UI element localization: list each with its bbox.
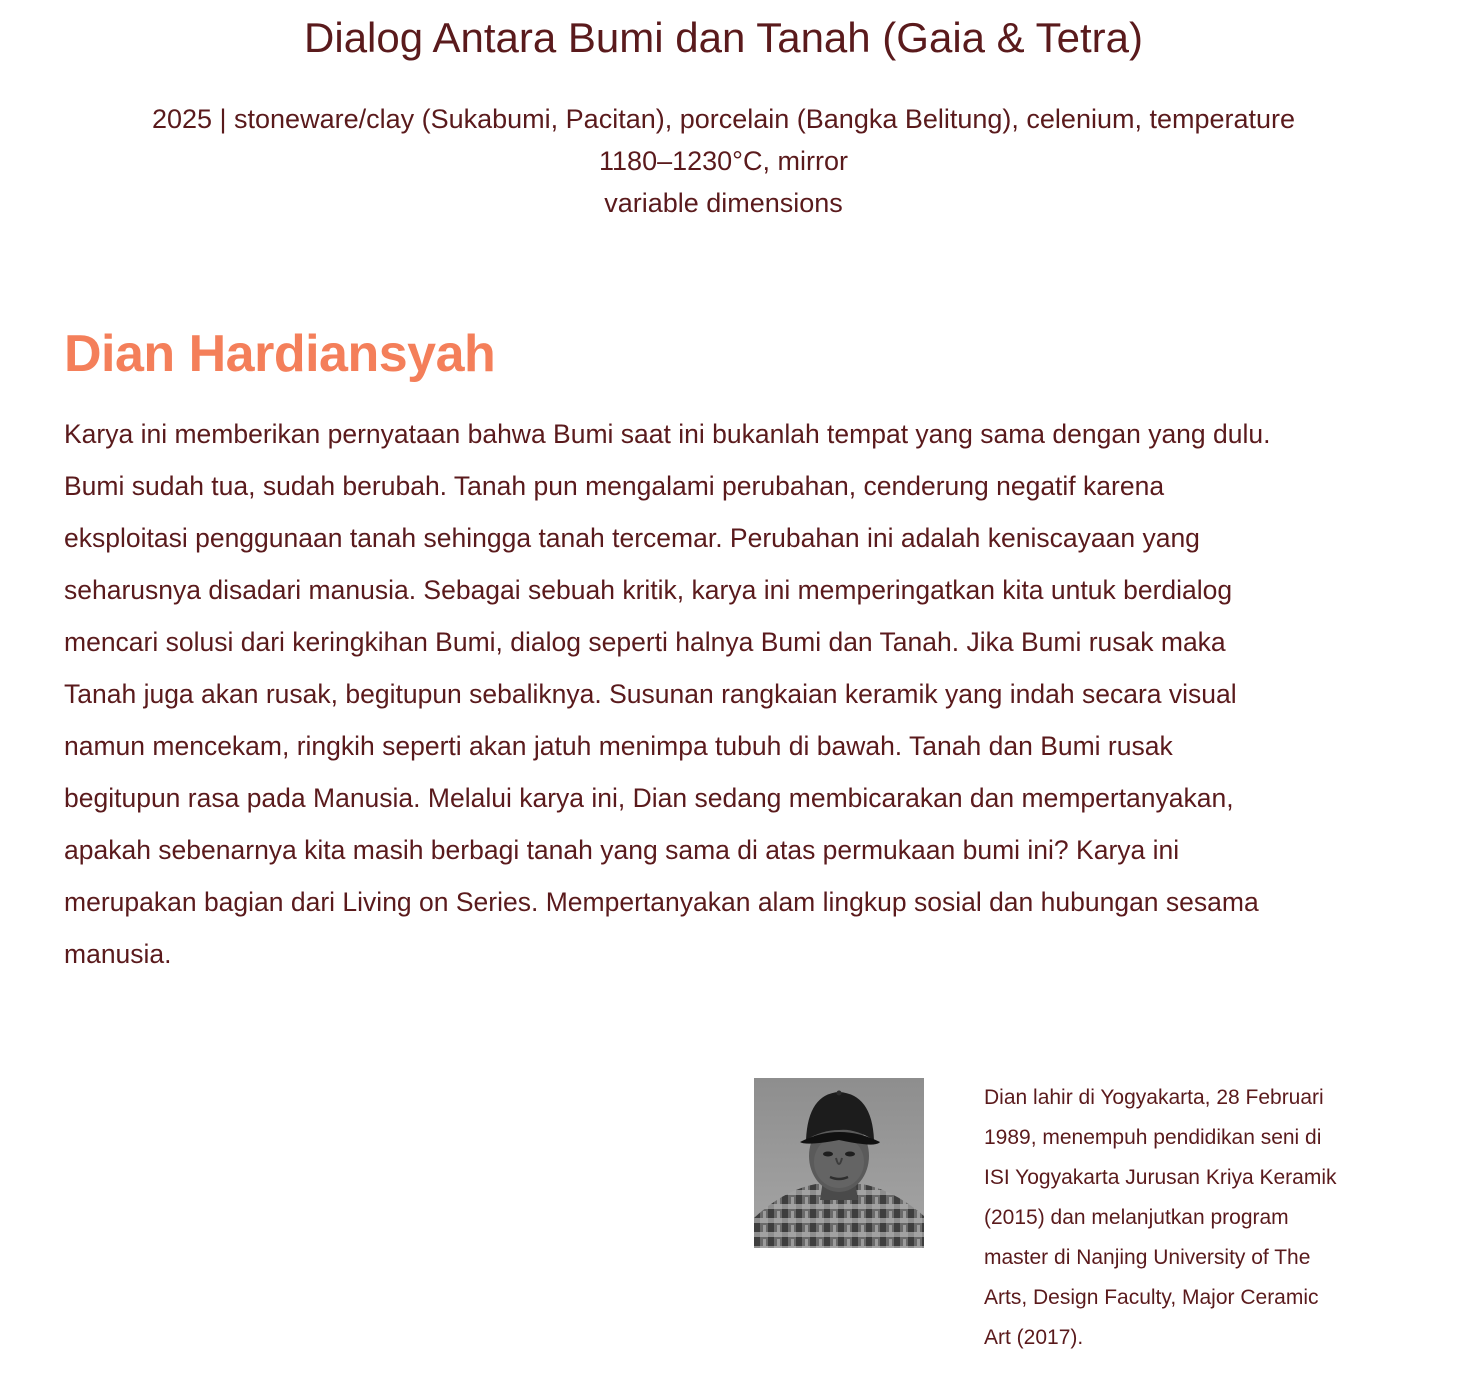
description-line: namun mencekam, ringkih seperti akan jatuh menimpa tubuh di bawah. Tanah dan Bumi rusak	[64, 731, 1173, 761]
bio-line: 1989, menempuh pendidikan seni di	[984, 1126, 1322, 1149]
artist-bio	[984, 1078, 1404, 1358]
bio-line: Art (2017).	[984, 1326, 1084, 1349]
bio-line: (2015) dan melanjutkan program	[984, 1206, 1289, 1229]
artwork-meta-materials: 2025 | stoneware/clay (Sukabumi, Pacitan), porcelain (Bangka Belitung), celenium, temperature	[151, 104, 1296, 134]
artwork-description	[64, 408, 1394, 980]
bio-line: ISI Yogyakarta Jurusan Kriya Keramik	[984, 1166, 1337, 1189]
bio-line: master di Nanjing University of The	[984, 1246, 1311, 1269]
description-line: eksploitasi penggunaan tanah sehingga tanah tercemar. Perubahan ini adalah keniscayaan yang	[64, 523, 1200, 553]
artwork-meta	[80, 98, 1367, 224]
description-line: begitupun rasa pada Manusia. Melalui karya ini, Dian sedang membicarakan dan mempertanyakan,	[64, 783, 1234, 813]
description-line: mencari solusi dari keringkihan Bumi, dialog seperti halnya Bumi dan Tanah. Jika Bumi rusak maka	[64, 627, 1226, 657]
description-line: merupakan bagian dari Living on Series. Mempertanyakan alam lingkup sosial dan hubungan sesama	[64, 887, 1259, 917]
description-line: apakah sebenarnya kita masih berbagi tanah yang sama di atas permukaan bumi ini? Karya ini	[64, 835, 1180, 865]
description-line: manusia.	[64, 939, 172, 969]
artwork-meta-temperature: 1180–1230°C, mirror	[599, 146, 848, 176]
artist-portrait-photo	[754, 1078, 924, 1248]
artwork-meta-dimensions: variable dimensions	[604, 188, 843, 218]
artwork-title: Dialog Antara Bumi dan Tanah (Gaia & Tetra)	[304, 14, 1143, 61]
description-line: seharusnya disadari manusia. Sebagai sebuah kritik, karya ini memperingatkan kita untuk berdialog	[64, 575, 1233, 605]
description-line: Bumi sudah tua, sudah berubah. Tanah pun mengalami perubahan, cenderung negatif karena	[64, 471, 1165, 501]
description-line: Karya ini memberikan pernyataan bahwa Bumi saat ini bukanlah tempat yang sama dengan yang dulu.	[64, 419, 1271, 449]
bio-line: Dian lahir di Yogyakarta, 28 Februari	[984, 1086, 1324, 1109]
artist-name: Dian Hardiansyah	[64, 325, 496, 383]
bio-line: Arts, Design Faculty, Major Ceramic	[984, 1286, 1319, 1309]
description-line: Tanah juga akan rusak, begitupun sebaliknya. Susunan rangkaian keramik yang indah secara visual	[64, 679, 1237, 709]
